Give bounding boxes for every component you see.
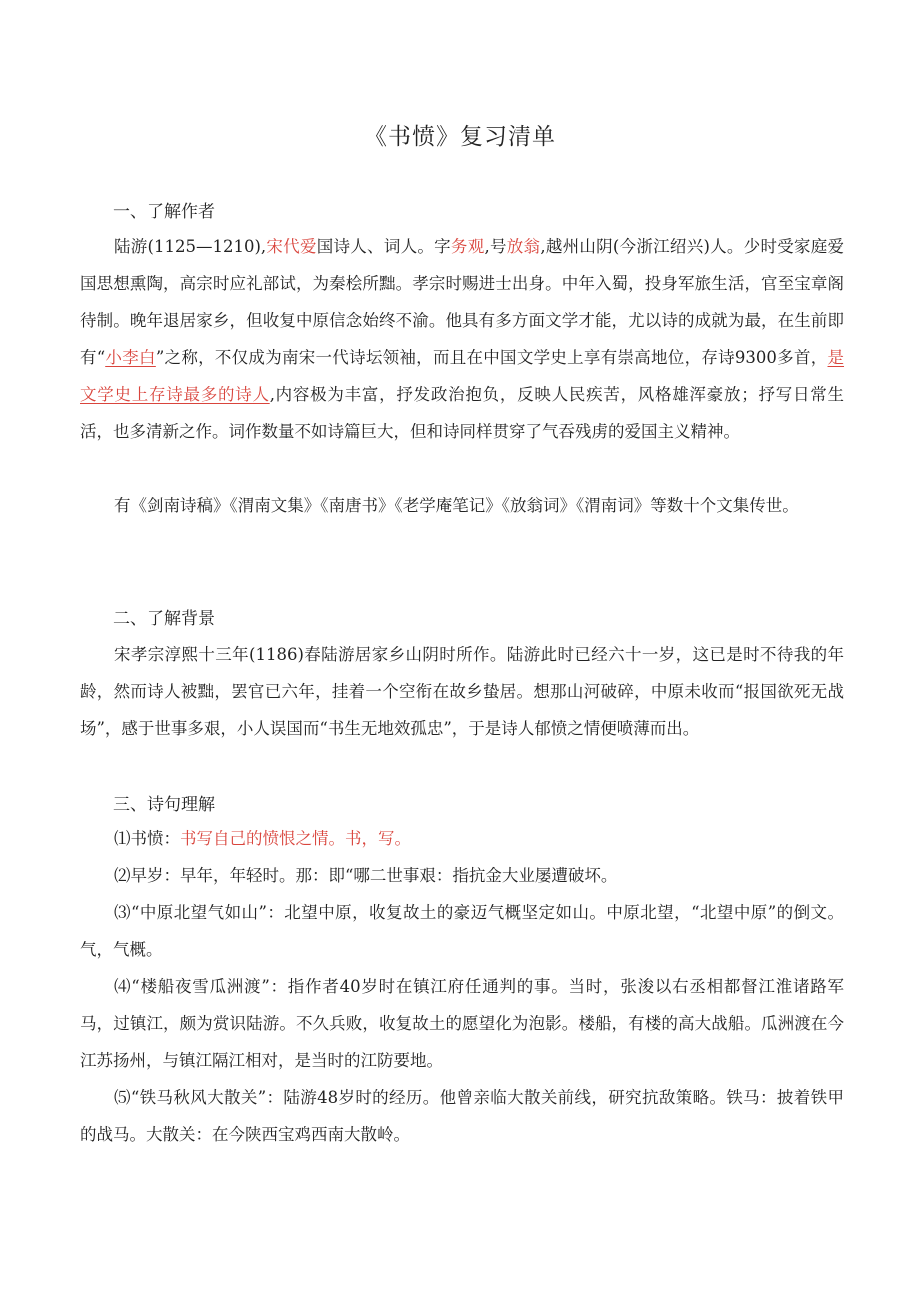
text-span: ,内容极为丰富，抒发政治抱负，反映人民疾苦，风格雄浑豪放；抒写日常生活，也多清新之作。词作数量不如诗篇巨大，但和诗同样贯穿了气吞残虏的爱国主义精神。 (80, 385, 844, 441)
note-item-1 (80, 820, 844, 857)
text-span: 陆游(1125—1210), (114, 237, 267, 256)
note-item-3: ⑶“中原北望气如山”：北望中原，收复故土的豪迈气概坚定如山。中原北望，“北望中原”的倒文。气，气概。 (80, 903, 844, 959)
highlight-courtesy-name: 务观 (450, 237, 485, 256)
section-heading-background: 二、了解背景 (113, 609, 215, 629)
works-paragraph: 有《剑南诗稿》《渭南文集》《南唐书》《老学庵笔记》《放翁词》《渭南词》等数十个文集传世。 (114, 496, 799, 515)
text-span: 国诗人、词人。字 (316, 237, 451, 256)
note-item-2: ⑵早岁：早年，年轻时。那：即“哪二世事艰：指抗金大业屡遭破坏。 (114, 866, 618, 885)
note-term: ⑴书愤： (114, 829, 180, 848)
section-heading-lines: 三、诗句理解 (113, 795, 215, 815)
background-paragraph: 宋孝宗淳熙十三年(1186)春陆游居家乡山阴时所作。陆游此时已经六十一岁，这已是时不待我的年龄，然而诗人被黜，罢官已六年，挂着一个空衔在故乡蛰居。想那山河破碎，中原未收而“报国欲死无战场”，感于世事多艰，小人误国而“书生无地效孤忠”，于是诗人郁愤之情便喷薄而出。 (80, 645, 844, 738)
note-item-5: ⑸“铁马秋风大散关”：陆游48岁时的经历。他曾亲临大散关前线，研究抗敌策略。铁马：披着铁甲的战马。大散关：在今陕西宝鸡西南大散岭。 (80, 1088, 844, 1144)
highlight-most-poems: 是文学史上存诗最多的诗人 (80, 348, 845, 404)
author-paragraph (80, 228, 844, 450)
highlight-pen-name: 放翁 (506, 237, 541, 256)
page-title: 《书愤》复习清单 (364, 124, 556, 150)
text-span: ,越州山阴(今浙江绍兴)人。少时受家庭爱国思想熏陶，高宗时应礼部试，为秦桧所黜。孝宗时赐进士出身。中年入蜀，投身军旅生活，官至宝章阁待制。晚年退居家乡，但收复中原信念始终不渝。他具有多方面文学才能，尤以诗的成就为最，在生前即有“ (80, 237, 845, 367)
text-span: ”之称，不仅成为南宋一代诗坛领袖，而且在中国文学史上享有崇高地位，存诗9300多首， (155, 348, 828, 367)
note-definition-highlight: 书写自己的愤恨之情。书，写。 (180, 829, 411, 848)
highlight-nickname: 小李白 (105, 348, 156, 367)
note-item-4: ⑷“楼船夜雪瓜洲渡”：指作者40岁时在镇江府任通判的事。当时，张浚以右丞相都督江淮诸路军马，过镇江，颇为赏识陆游。不久兵败，收复故土的愿望化为泡影。楼船，有楼的高大战船。瓜洲渡在今江苏扬州，与镇江隔江相对，是当时的江防要地。 (80, 977, 844, 1070)
text-span: ,号 (484, 237, 507, 256)
highlight-dynasty: 宋代爱 (266, 237, 317, 256)
section-heading-author: 一、了解作者 (113, 202, 215, 222)
